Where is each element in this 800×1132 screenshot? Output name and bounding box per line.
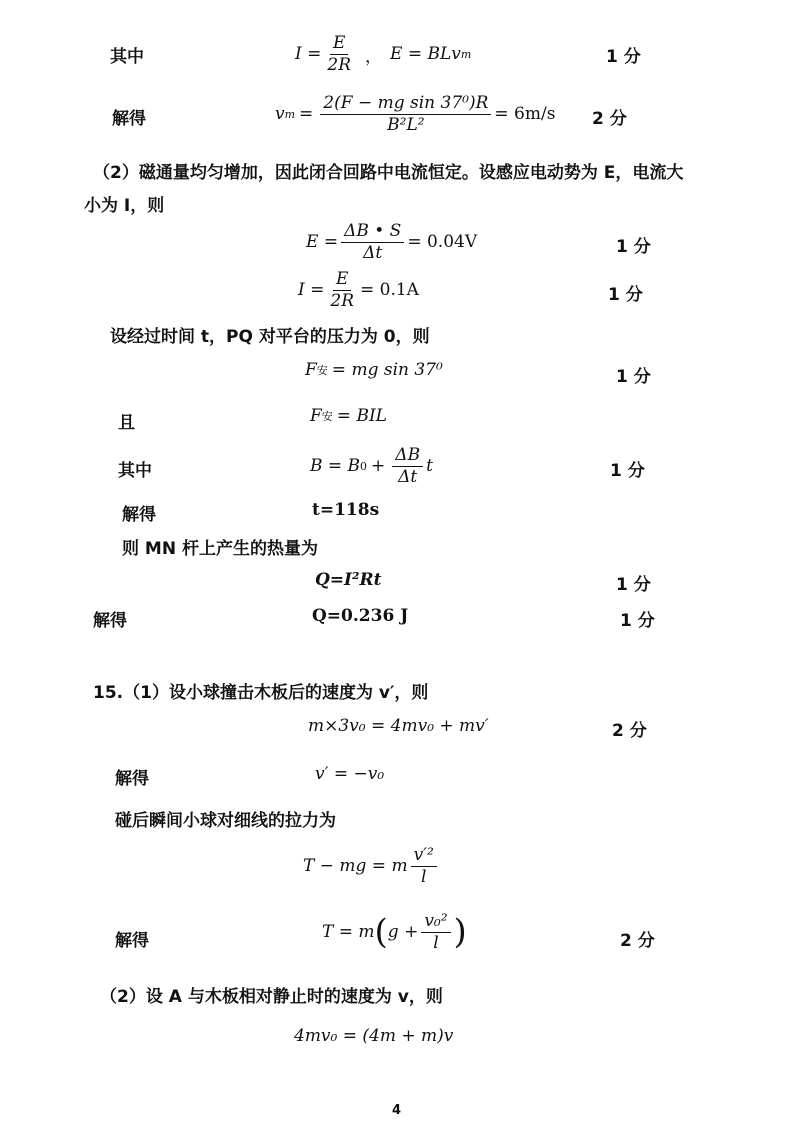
numerator: E — [330, 34, 348, 55]
equation-force — [305, 360, 443, 380]
points: 1 分 — [620, 611, 655, 631]
line-10 — [0, 600, 800, 640]
denominator: l — [421, 866, 427, 887]
eq-text: g + — [387, 922, 419, 943]
numerator: v₀² — [421, 912, 450, 933]
eq-text: v — [275, 104, 285, 125]
line-11 — [0, 712, 800, 752]
line-5 — [0, 358, 800, 398]
eq-text: I = — [295, 44, 322, 65]
points: 1 分 — [610, 461, 645, 481]
fraction — [341, 222, 404, 262]
fraction — [411, 846, 437, 886]
eq-text: t — [426, 456, 433, 477]
eq-text: F — [310, 406, 322, 426]
numerator: v′² — [411, 846, 437, 867]
eq-text: = 6m/s — [494, 104, 556, 125]
label-qizhong: 其中 — [118, 461, 152, 481]
eq-text: = BIL — [336, 406, 387, 426]
paragraph-part-2-q15: （2）设 A 与木板相对静止时的速度为 v，则 — [100, 987, 443, 1007]
equation-heat-result: Q=0.236 J — [312, 606, 409, 626]
label-qizhong: 其中 — [110, 47, 144, 67]
equation-momentum: m×3v₀ = 4mv₀ + mv′ — [308, 716, 489, 736]
line-3 — [0, 222, 800, 262]
points: 2 分 — [592, 109, 627, 129]
equation-vm: v m = $\frac{\text{2(F − mg sin 37⁰)R}}{\text{B²L²}}$ = 6m/s — [275, 93, 556, 135]
eq-subscript: 安 — [316, 364, 328, 377]
eq-separator: ， — [365, 46, 382, 67]
equation-heat: Q=I²Rt — [315, 570, 382, 590]
paragraph-time: 设经过时间 t，PQ 对平台的压力为 0，则 — [110, 327, 430, 347]
paragraph-question-15: 15.（1）设小球撞击木板后的速度为 v′，则 — [93, 683, 429, 703]
equation-current: I = $\frac{E}{2R}$ ， E = BLv m — [295, 33, 472, 75]
label-jiede: 解得 — [115, 931, 149, 951]
label-jiede: 解得 — [115, 769, 149, 789]
eq-text: E = — [306, 232, 339, 253]
numerator: ΔB — [392, 446, 423, 467]
points: 1 分 — [606, 47, 641, 67]
denominator: l — [433, 932, 439, 953]
denominator: Δt — [398, 466, 418, 487]
equation-velocity: v′ = −v₀ — [315, 764, 385, 784]
eq-text: T = m — [322, 922, 375, 943]
numerator: 2(F − mg sin 37⁰)R — [320, 94, 491, 115]
fraction — [327, 270, 357, 310]
denominator: 2R — [330, 290, 354, 311]
line-13 — [0, 846, 800, 886]
numerator: ΔB • S — [341, 222, 404, 243]
line-1 — [0, 34, 800, 74]
line-14 — [0, 912, 800, 952]
equation-field — [310, 446, 433, 486]
denominator: B²L² — [387, 114, 425, 135]
line-7 — [0, 446, 800, 486]
denominator: 2R — [327, 54, 351, 75]
equation-force-bil — [310, 406, 387, 426]
points: 2 分 — [620, 931, 655, 951]
points: 2 分 — [612, 721, 647, 741]
label-jiede: 解得 — [112, 109, 146, 129]
eq-subscript: 0 — [360, 459, 368, 473]
eq-text: = 0.04V — [407, 232, 478, 253]
denominator: Δt — [363, 242, 383, 263]
paragraph-heat: 则 MN 杆上产生的热量为 — [122, 539, 318, 559]
numerator: E — [333, 270, 351, 291]
fraction — [392, 446, 423, 486]
eq-text: F — [305, 360, 317, 380]
equation-tension — [303, 846, 440, 886]
eq-text: E = BLv — [390, 44, 461, 65]
line-2 — [0, 94, 800, 134]
label-qie: 且 — [118, 413, 135, 433]
equation-momentum-2: 4mv₀ = (4m + m)v — [294, 1026, 454, 1046]
equation-time-result: t=118s — [312, 500, 380, 520]
eq-subscript: 安 — [321, 410, 333, 423]
eq-operator: + — [371, 456, 386, 477]
label-jiede: 解得 — [93, 611, 127, 631]
paragraph-part-2-cont: 小为 I，则 — [84, 196, 165, 216]
eq-text: I = — [298, 280, 325, 301]
page-number: 4 — [392, 1103, 402, 1118]
line-4 — [0, 270, 800, 310]
equation-tension-result: T = m ( g + $\frac{\text{v₀²}}{l}$ ) — [322, 911, 467, 953]
fraction — [421, 912, 450, 952]
points: 1 分 — [616, 237, 651, 257]
points: 1 分 — [616, 575, 651, 595]
fraction — [324, 34, 354, 74]
points: 1 分 — [616, 367, 651, 387]
eq-text: = 0.1A — [360, 280, 419, 301]
eq-text: B = B — [310, 456, 361, 477]
eq-text: = mg sin 37⁰ — [331, 360, 443, 380]
paragraph-tension: 碰后瞬间小球对细线的拉力为 — [115, 811, 336, 831]
equation-emf — [306, 222, 477, 262]
equation-current-value — [298, 270, 419, 310]
points: 1 分 — [608, 285, 643, 305]
line-8 — [0, 496, 800, 536]
label-jiede: 解得 — [122, 505, 156, 525]
line-12 — [0, 756, 800, 796]
line-15 — [0, 1020, 800, 1060]
eq-text: T − mg = m — [303, 856, 408, 877]
paragraph-part-2: （2）磁通量均匀增加，因此闭合回路中电流恒定。设感应电动势为 E，电流大 — [93, 163, 684, 183]
line-6 — [0, 404, 800, 444]
fraction — [320, 94, 491, 134]
